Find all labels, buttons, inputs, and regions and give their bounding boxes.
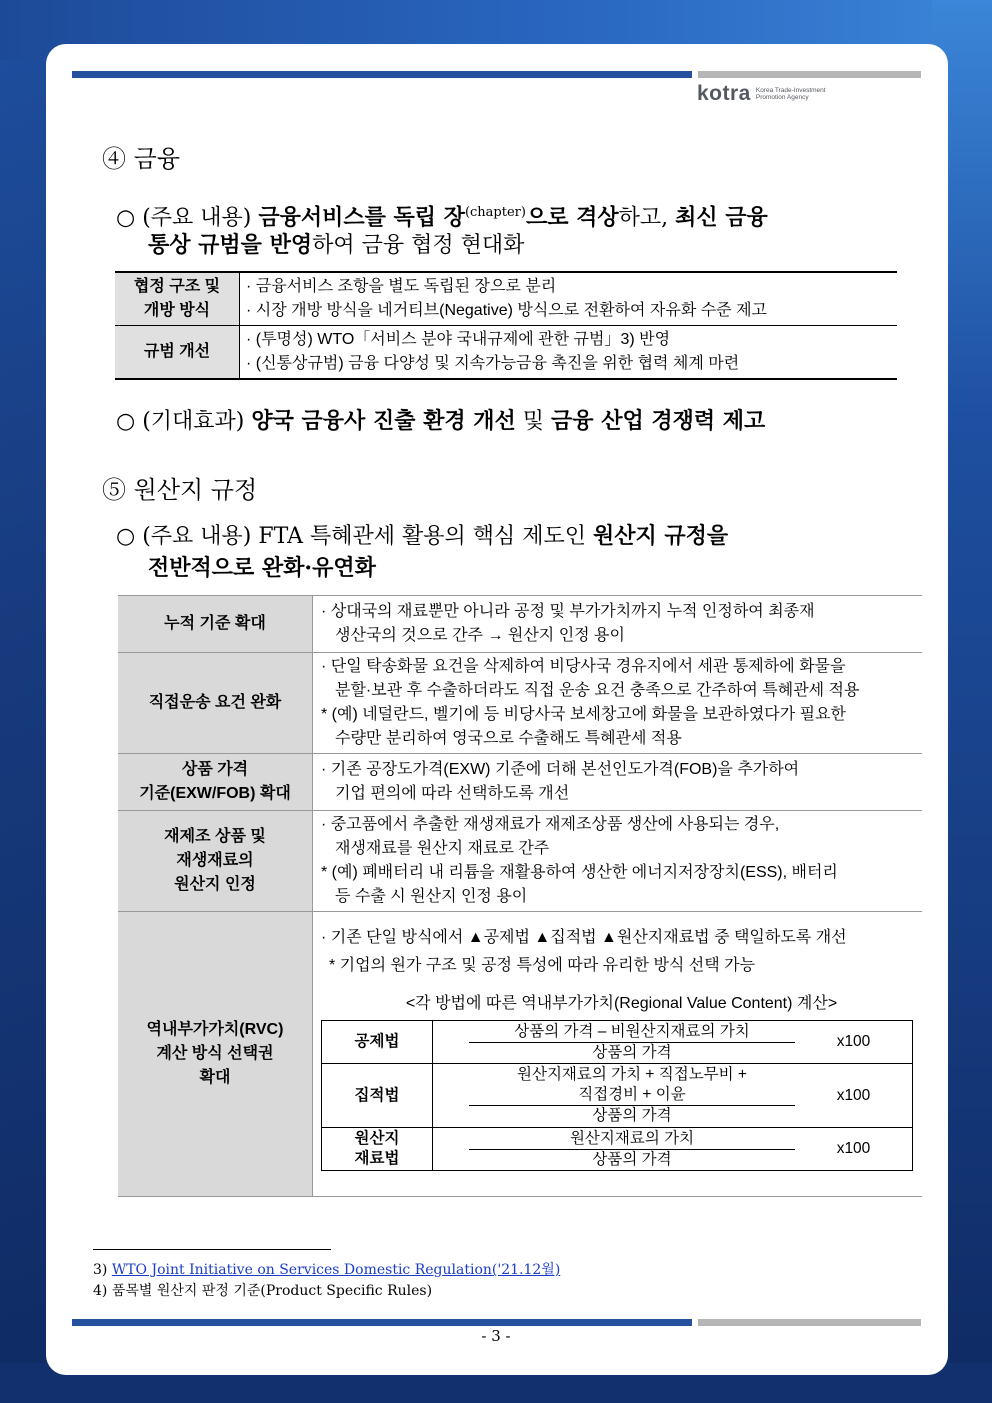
origin-row-price-basis: 상품 가격 기준(EXW/FOB) 확대 · 기존 공장도가격(EXW) 기준에 더해 본선인도가격(FOB)을 추가하여 기업 편의에 따라 선택하도록 개선 bbox=[118, 754, 922, 811]
finance-row-rules: 규범 개선 · (투명성) WTO「서비스 분야 국내규제에 관한 규범」3) 반영 · (신통상규범) 금융 다양성 및 지속가능금융 촉진을 위한 협력 체계 마련 bbox=[115, 326, 897, 380]
formula-row-buildup: 집적법 원산지재료의 가치 + 직접노무비 + 직접경비 + 이윤 상품의 가격 x100 bbox=[322, 1064, 913, 1128]
sec5-bullet-1-line2: 전반적으로 완화·유연화 bbox=[148, 555, 376, 581]
section-5-title: ⑤ 원산지 규정 bbox=[102, 476, 258, 504]
finance-row-structure: 협정 구조 및 개방 방식 · 금융서비스 조항을 별도 독립된 장으로 분리 · 시장 개방 방식을 네거티브(Negative) 방식으로 전환하여 자유화 수준 제고 bbox=[115, 272, 897, 326]
footnote-3-link[interactable]: WTO Joint Initiative on Services Domestic Regulation('21.12월) bbox=[111, 1262, 561, 1278]
origin-row-cumulation: 누적 기준 확대 · 상대국의 재료뿐만 아니라 공정 및 부가가치까지 누적 인정하여 최종재 생산국의 것으로 간주 → 원산지 인정 용이 bbox=[118, 596, 922, 653]
rvc-formula-table bbox=[321, 1020, 913, 1171]
header-bar-blue bbox=[72, 71, 692, 78]
kotra-logo: kotra Korea Trade-Investment Promotion Agency bbox=[697, 82, 826, 105]
sec5-bullet-1: ○ (주요 내용) FTA 특혜관세 활용의 핵심 제도인 원산지 규정을 bbox=[116, 523, 729, 549]
origin-row-rvc: 역내부가가치(RVC) 계산 방식 선택권 확대 · 기존 단일 방식에서 ▲공제법 ▲집적법 ▲원산지재료법 중 택일하도록 개선 * 기업의 원가 구조 및 공정 특성에 따라 유리한 방식 선택 가능 <각 방법에 따른 역내부가가치(Regional Value Content) 계산> 공제법 상품의 가격 – 비원산지재료의 가치 상품의 가격 x100 집적법 원산지재료의 가치 + 직접노무비 + 직접경비 + 이윤 상품의 가격 x100 원산지 재료법 원산지재료의 가치 상품의 가격 x100 bbox=[118, 912, 922, 1197]
footnote-separator bbox=[93, 1249, 331, 1250]
formula-row-origin-materials: 원산지 재료법 원산지재료의 가치 상품의 가격 x100 bbox=[322, 1128, 913, 1171]
section-4-title: ④ 금융 bbox=[102, 145, 180, 173]
sec4-bullet-2: ○ (기대효과) 양국 금융사 진출 환경 개선 및 금융 산업 경쟁력 제고 bbox=[116, 408, 766, 434]
formula-row-deduction: 공제법 상품의 가격 – 비원산지재료의 가치 상품의 가격 x100 bbox=[322, 1021, 913, 1064]
origin-row-remanufactured: 재제조 상품 및 재생재료의 원산지 인정 · 중고품에서 추출한 재생재료가 재제조상품 생산에 사용되는 경우, 재생재료를 원산지 재료로 간주 * (예) 폐배터리 내 리튬을 재활용하여 생산한 에너지저장장치(ESS), 배터리 등 수출 시 원산지 인정 용이 bbox=[118, 811, 922, 912]
footer-bar-blue bbox=[72, 1319, 692, 1326]
footnote-4: 4) 품목별 원산지 판정 기준(Product Specific Rules) bbox=[93, 1283, 433, 1299]
footnote-3: 3) WTO Joint Initiative on Services Domestic Regulation('21.12월) bbox=[93, 1262, 561, 1278]
footer-bar-gray bbox=[698, 1319, 921, 1326]
page-number: - 3 - bbox=[481, 1327, 511, 1345]
sec4-bullet-1: ○ (주요 내용) 금융서비스를 독립 장$^{(chapter)}$으로 격상하고, 최신 금융 bbox=[116, 204, 768, 231]
sec4-bullet-1-line2: 통상 규범을 반영하여 금융 협정 현대화 bbox=[148, 232, 525, 258]
header-bar-gray bbox=[698, 71, 921, 78]
origin-table bbox=[118, 595, 922, 1197]
origin-row-direct-transport: 직접운송 요건 완화 · 단일 탁송화물 요건을 삭제하여 비당사국 경유지에서 세관 통제하에 화물을 분할·보관 후 수출하더라도 직접 운송 요건 충족으로 간주하여 특혜관세 적용 * (예) 네덜란드, 벨기에 등 비당사국 보세창고에 화물을 보관하였다가 필요한 수량만 분리하여 영국으로 수출해도 특혜관세 적용 bbox=[118, 653, 922, 754]
finance-table bbox=[115, 271, 897, 380]
